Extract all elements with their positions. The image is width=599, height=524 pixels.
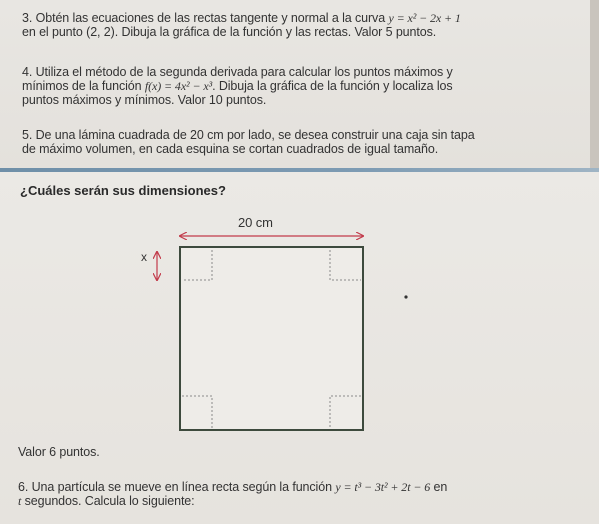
problem3-line2: en el punto (2, 2). Dibuja la gráfica de la función y las rectas. Valor 5 puntos.	[22, 25, 437, 39]
problem6-line1	[18, 480, 447, 494]
problem4-text-a: mínimos de la función	[22, 79, 145, 93]
problem4-line3: puntos máximos y mínimos. Valor 10 puntos.	[22, 93, 267, 107]
problem3-curve-equation: y = x² − 2x + 1	[388, 11, 461, 25]
problem6-motion-equation: y = t³ − 3t² + 2t − 6	[335, 480, 431, 494]
problem6-text-b: en	[430, 480, 448, 494]
problem4-text-b: . Dibuja la gráfica de la función y localiza los	[212, 79, 453, 93]
width-label: 20 cm	[238, 215, 273, 230]
problem6-text-a: 6. Una partícula se mueve en línea recta según la función	[18, 480, 336, 494]
problem5-value: Valor 6 puntos.	[18, 445, 100, 459]
problem6-time-variable: t	[18, 494, 22, 508]
problem4-function-equation: f(x) = 4x² − x³	[144, 79, 213, 93]
problem5-question: ¿Cuáles serán sus dimensiones?	[20, 183, 226, 198]
problem4-line1: 4. Utiliza el método de la segunda derivada para calcular los puntos máximos y	[22, 65, 453, 79]
square-sheet	[180, 247, 363, 430]
problem6-text-c: segundos. Calcula lo siguiente:	[21, 494, 195, 508]
problem6-line2	[18, 494, 195, 508]
problem3-text: 3. Obtén las ecuaciones de las rectas tangente y normal a la curva	[22, 11, 389, 25]
problem5-line1: 5. De una lámina cuadrada de 20 cm por lado, se desea construir una caja sin tapa	[22, 128, 475, 142]
corner-label: x	[141, 250, 147, 264]
stray-dot	[404, 295, 407, 298]
problem5-line2: de máximo volumen, en cada esquina se cortan cuadrados de igual tamaño.	[22, 142, 439, 156]
